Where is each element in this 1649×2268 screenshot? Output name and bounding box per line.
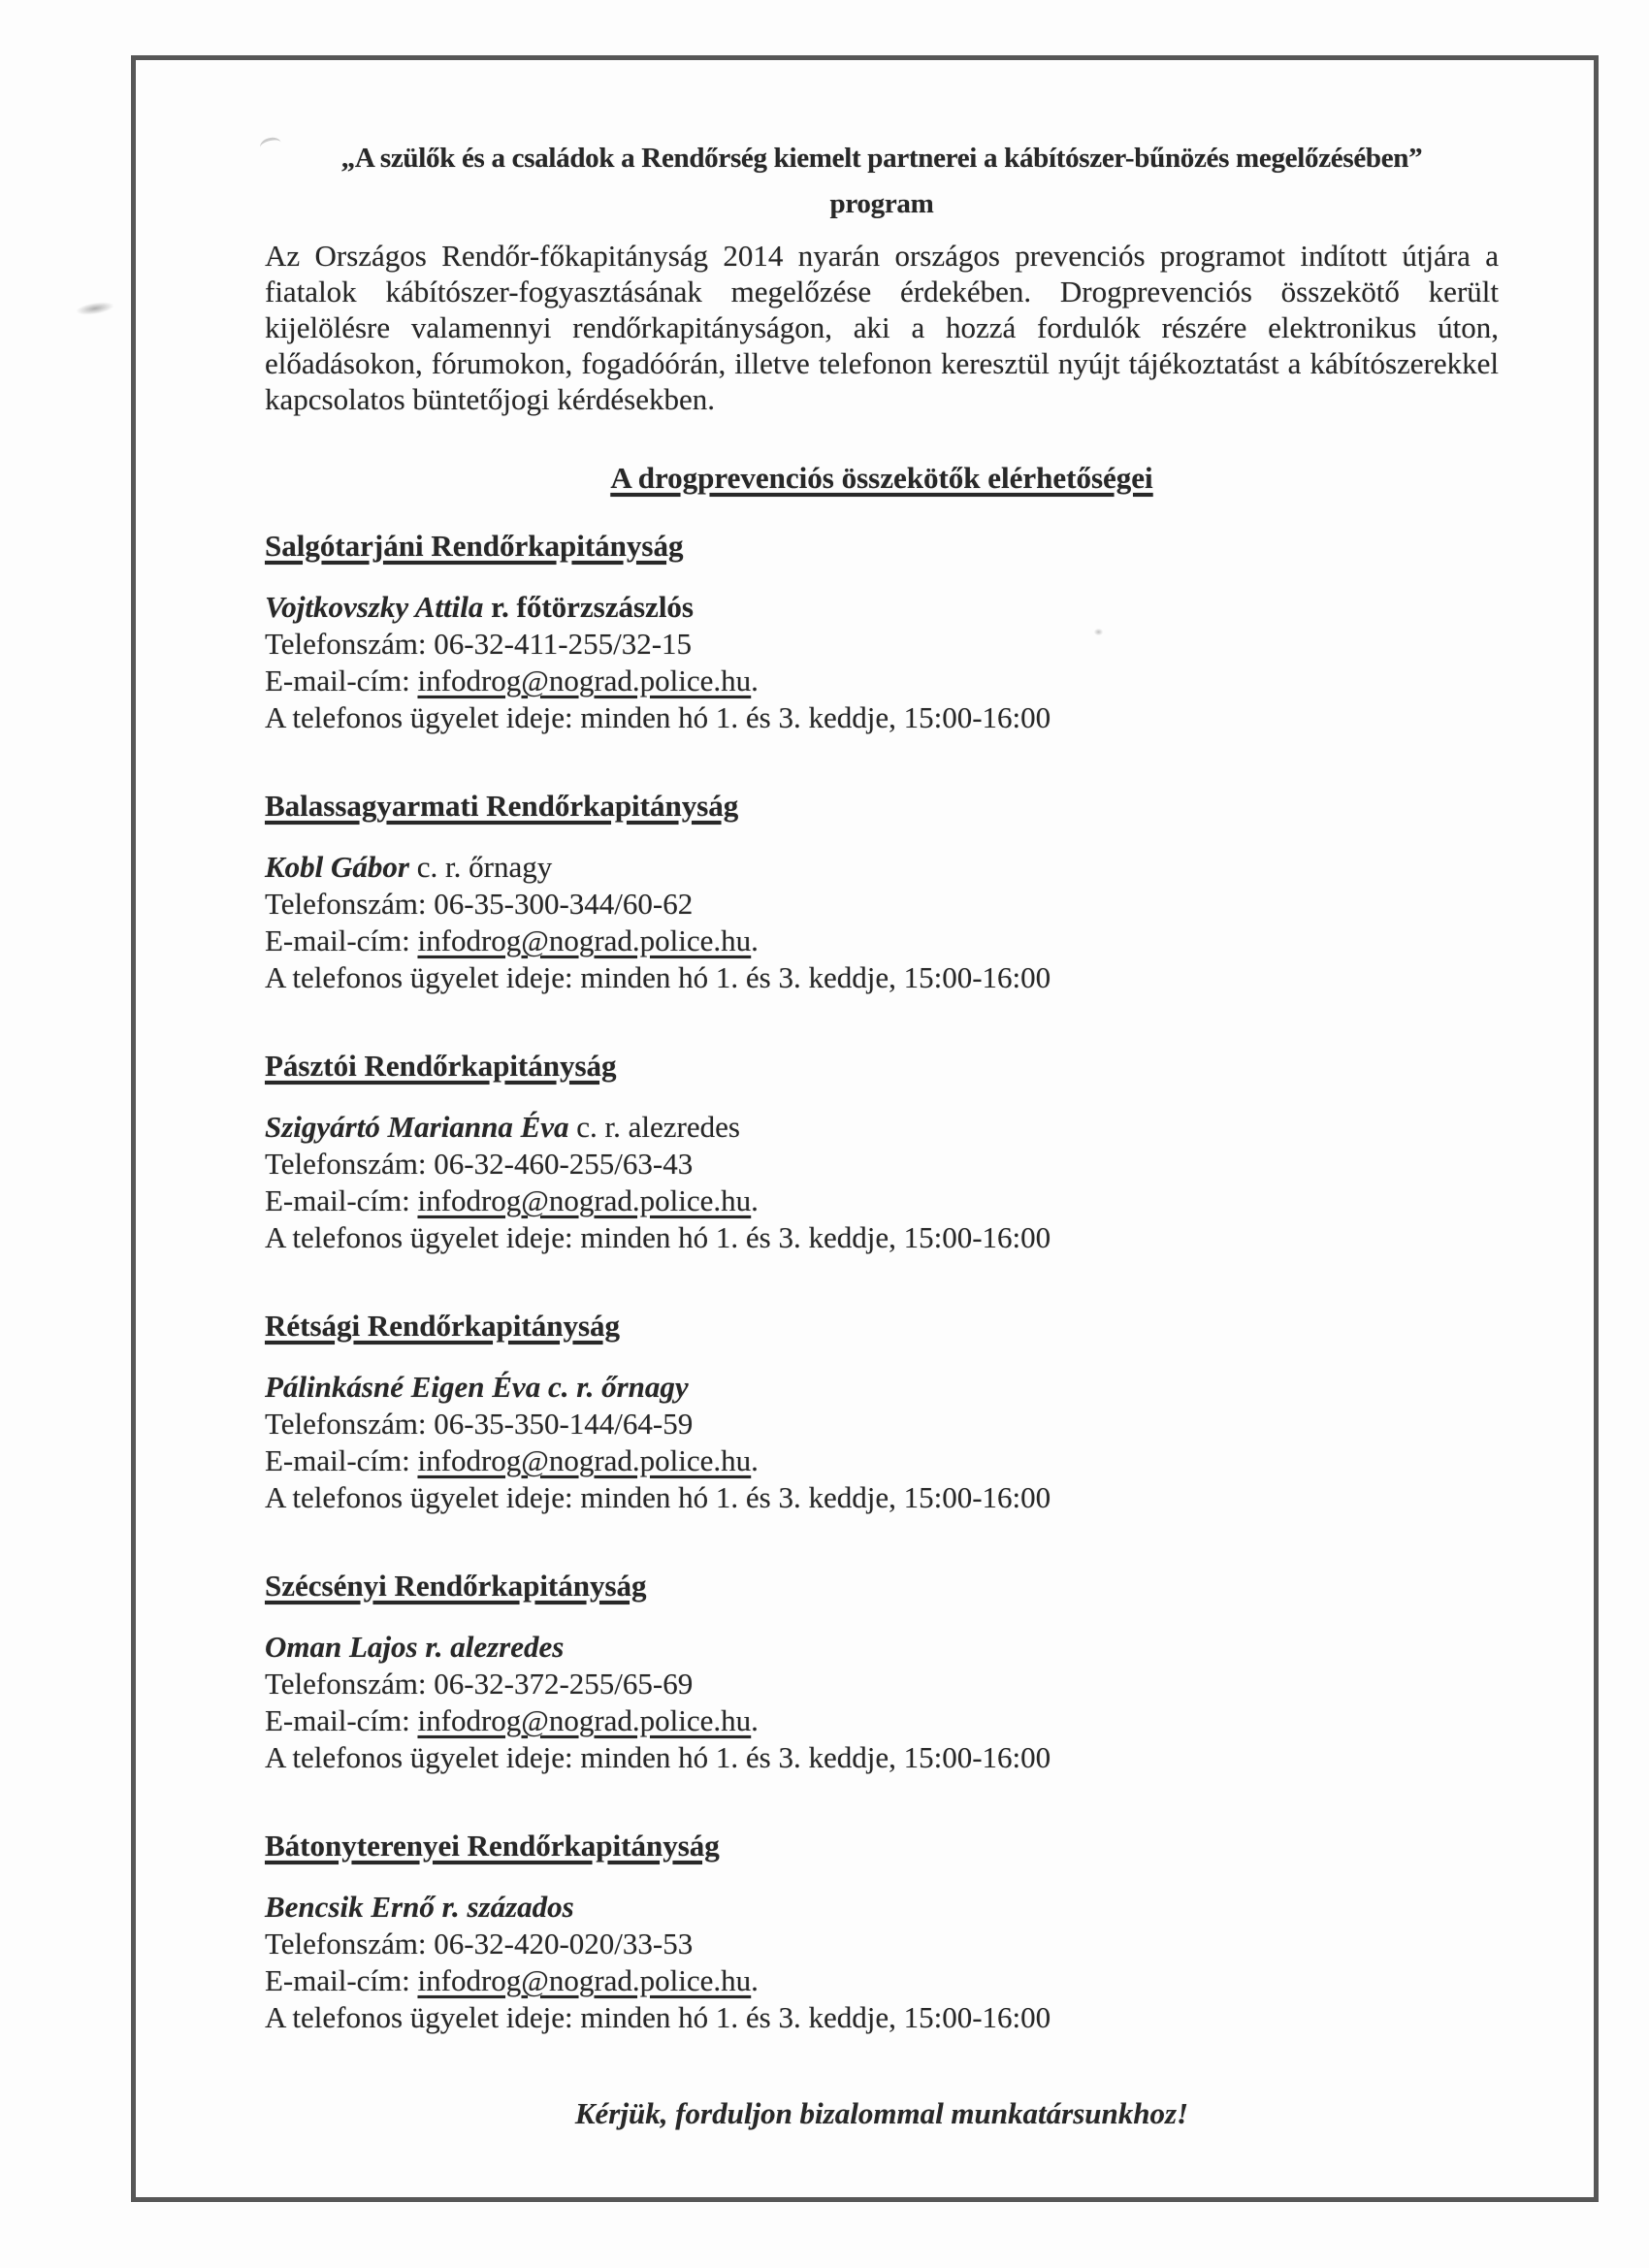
- contact-section: [265, 528, 1499, 736]
- person-rank: c. r. őrnagy: [547, 1370, 689, 1404]
- email-period: .: [751, 923, 759, 957]
- contacts-list: [265, 528, 1499, 2036]
- email-period: .: [751, 1963, 759, 1997]
- email-line: [265, 923, 1499, 959]
- contacts-heading-text: A drogprevenciós összekötők elérhetőségei: [610, 461, 1153, 495]
- duty-time: minden hó 1. és 3. keddje, 15:00-16:00: [580, 1480, 1051, 1514]
- station-name: Salgótarjáni Rendőrkapitányság: [265, 529, 684, 563]
- document-title: [236, 136, 1528, 227]
- duty-time: minden hó 1. és 3. keddje, 15:00-16:00: [580, 1220, 1051, 1254]
- email-period: .: [751, 664, 759, 697]
- person-name: Szigyártó Marianna Éva: [265, 1110, 569, 1144]
- duty-label: A telefonos ügyelet ideje:: [265, 1220, 573, 1254]
- contact-section: [265, 1048, 1499, 1256]
- person-line: [265, 1889, 1499, 1926]
- phone-number: 06-32-411-255/32-15: [434, 627, 693, 661]
- duty-label: A telefonos ügyelet ideje:: [265, 1740, 573, 1774]
- email-link[interactable]: infodrog@nograd.police.hu: [417, 1183, 752, 1217]
- intro-paragraph: Az Országos Rendőr-főkapitányság 2014 nyarán országos prevenciós programot indított útjára a fiatalok kábítószer-fogyasztásának megelőzése érdekében. Drogprevenciós összekötő került kijelölésre valamennyi rendőrkapitányságon, aki a hozzá fordulók részére elektronikus úton, előadásokon, fórumokon, fogadóórán, illetve telefonon keresztül nyújt tájékoztatást a kábítószerekkel kapcsolatos büntetőjogi kérdésekben.: [265, 239, 1499, 416]
- page-border-frame: [131, 55, 1599, 2202]
- phone-number: 06-35-350-144/64-59: [434, 1407, 694, 1441]
- email-line: [265, 1442, 1499, 1479]
- person-line: [265, 849, 1499, 886]
- phone-label: Telefonszám:: [265, 887, 427, 921]
- phone-line: [265, 1666, 1499, 1702]
- duty-line: [265, 959, 1499, 996]
- person-rank: c. r. őrnagy: [416, 850, 553, 884]
- person-rank: r. százados: [441, 1890, 574, 1924]
- scan-artifact: [75, 300, 114, 317]
- person-line: [265, 589, 1499, 626]
- station-name: Rétsági Rendőrkapitányság: [265, 1309, 621, 1343]
- phone-number: 06-35-300-344/60-62: [434, 887, 694, 921]
- contact-section: [265, 788, 1499, 996]
- phone-label: Telefonszám:: [265, 1147, 427, 1181]
- phone-label: Telefonszám:: [265, 1407, 427, 1441]
- station-name: Bátonyterenyei Rendőrkapitányság: [265, 1829, 720, 1863]
- email-label: E-mail-cím:: [265, 1183, 410, 1217]
- person-name: Oman Lajos: [265, 1630, 418, 1664]
- station-heading: [265, 1568, 1499, 1604]
- email-line: [265, 1183, 1499, 1219]
- duty-label: A telefonos ügyelet ideje:: [265, 960, 573, 994]
- station-heading: [265, 1048, 1499, 1085]
- phone-line: [265, 1406, 1499, 1442]
- duty-line: [265, 1219, 1499, 1256]
- station-heading: [265, 1828, 1499, 1864]
- phone-label: Telefonszám:: [265, 1667, 427, 1701]
- duty-line: [265, 1999, 1499, 2036]
- station-heading: [265, 528, 1499, 565]
- email-link[interactable]: infodrog@nograd.police.hu: [417, 664, 752, 697]
- email-period: .: [751, 1703, 759, 1737]
- phone-number: 06-32-420-020/33-53: [434, 1927, 694, 1960]
- station-name: Pásztói Rendőrkapitányság: [265, 1049, 617, 1083]
- duty-time: minden hó 1. és 3. keddje, 15:00-16:00: [580, 700, 1051, 734]
- person-line: [265, 1369, 1499, 1406]
- person-rank: r. alezredes: [425, 1630, 565, 1664]
- duty-label: A telefonos ügyelet ideje:: [265, 1480, 573, 1514]
- duty-label: A telefonos ügyelet ideje:: [265, 700, 573, 734]
- contact-section: [265, 1568, 1499, 1776]
- phone-line: [265, 1146, 1499, 1183]
- phone-line: [265, 886, 1499, 923]
- email-label: E-mail-cím:: [265, 1703, 410, 1737]
- person-name: Vojtkovszky Attila: [265, 590, 484, 624]
- phone-line: [265, 626, 1499, 663]
- duty-label: A telefonos ügyelet ideje:: [265, 2000, 573, 2034]
- duty-time: minden hó 1. és 3. keddje, 15:00-16:00: [580, 2000, 1051, 2034]
- person-name: Bencsik Ernő: [265, 1890, 435, 1924]
- email-period: .: [751, 1183, 759, 1217]
- email-label: E-mail-cím:: [265, 1963, 410, 1997]
- person-line: [265, 1629, 1499, 1666]
- duty-line: [265, 1479, 1499, 1516]
- person-line: [265, 1109, 1499, 1146]
- person-name: Pálinkásné Eigen Éva: [265, 1370, 541, 1404]
- person-rank: c. r. alezredes: [576, 1110, 740, 1144]
- email-link[interactable]: infodrog@nograd.police.hu: [417, 1443, 752, 1477]
- email-link[interactable]: infodrog@nograd.police.hu: [417, 923, 752, 957]
- email-line: [265, 1962, 1499, 1999]
- phone-number: 06-32-460-255/63-43: [434, 1147, 694, 1181]
- station-name: Balassagyarmati Rendőrkapitányság: [265, 789, 739, 823]
- duty-line: [265, 1739, 1499, 1776]
- station-name: Szécsényi Rendőrkapitányság: [265, 1569, 647, 1603]
- phone-label: Telefonszám:: [265, 627, 427, 661]
- email-label: E-mail-cím:: [265, 1443, 410, 1477]
- email-line: [265, 663, 1499, 699]
- duty-line: [265, 699, 1499, 736]
- closing-line: Kérjük, forduljon bizalommal munkatársunkhoz!: [574, 2096, 1189, 2130]
- station-heading: [265, 788, 1499, 825]
- person-rank: r. főtörzszászlós: [491, 590, 694, 624]
- email-label: E-mail-cím:: [265, 664, 410, 697]
- phone-label: Telefonszám:: [265, 1927, 427, 1960]
- duty-time: minden hó 1. és 3. keddje, 15:00-16:00: [580, 1740, 1051, 1774]
- email-line: [265, 1702, 1499, 1739]
- phone-line: [265, 1926, 1499, 1962]
- title-line-2: program: [829, 188, 934, 219]
- phone-number: 06-32-372-255/65-69: [434, 1667, 694, 1701]
- duty-time: minden hó 1. és 3. keddje, 15:00-16:00: [580, 960, 1051, 994]
- title-line-1: „A szülők és a családok a Rendőrség kiemelt partnerei a kábítószer-bűnözés megelőzésében”: [340, 143, 1423, 174]
- person-name: Kobl Gábor: [265, 850, 409, 884]
- contact-section: [265, 1828, 1499, 2036]
- email-period: .: [751, 1443, 759, 1477]
- email-link[interactable]: infodrog@nograd.police.hu: [417, 1703, 752, 1737]
- email-link[interactable]: infodrog@nograd.police.hu: [417, 1963, 752, 1997]
- email-label: E-mail-cím:: [265, 923, 410, 957]
- contact-section: [265, 1308, 1499, 1516]
- station-heading: [265, 1308, 1499, 1345]
- document-content: [136, 60, 1594, 2132]
- contacts-heading: [265, 460, 1499, 497]
